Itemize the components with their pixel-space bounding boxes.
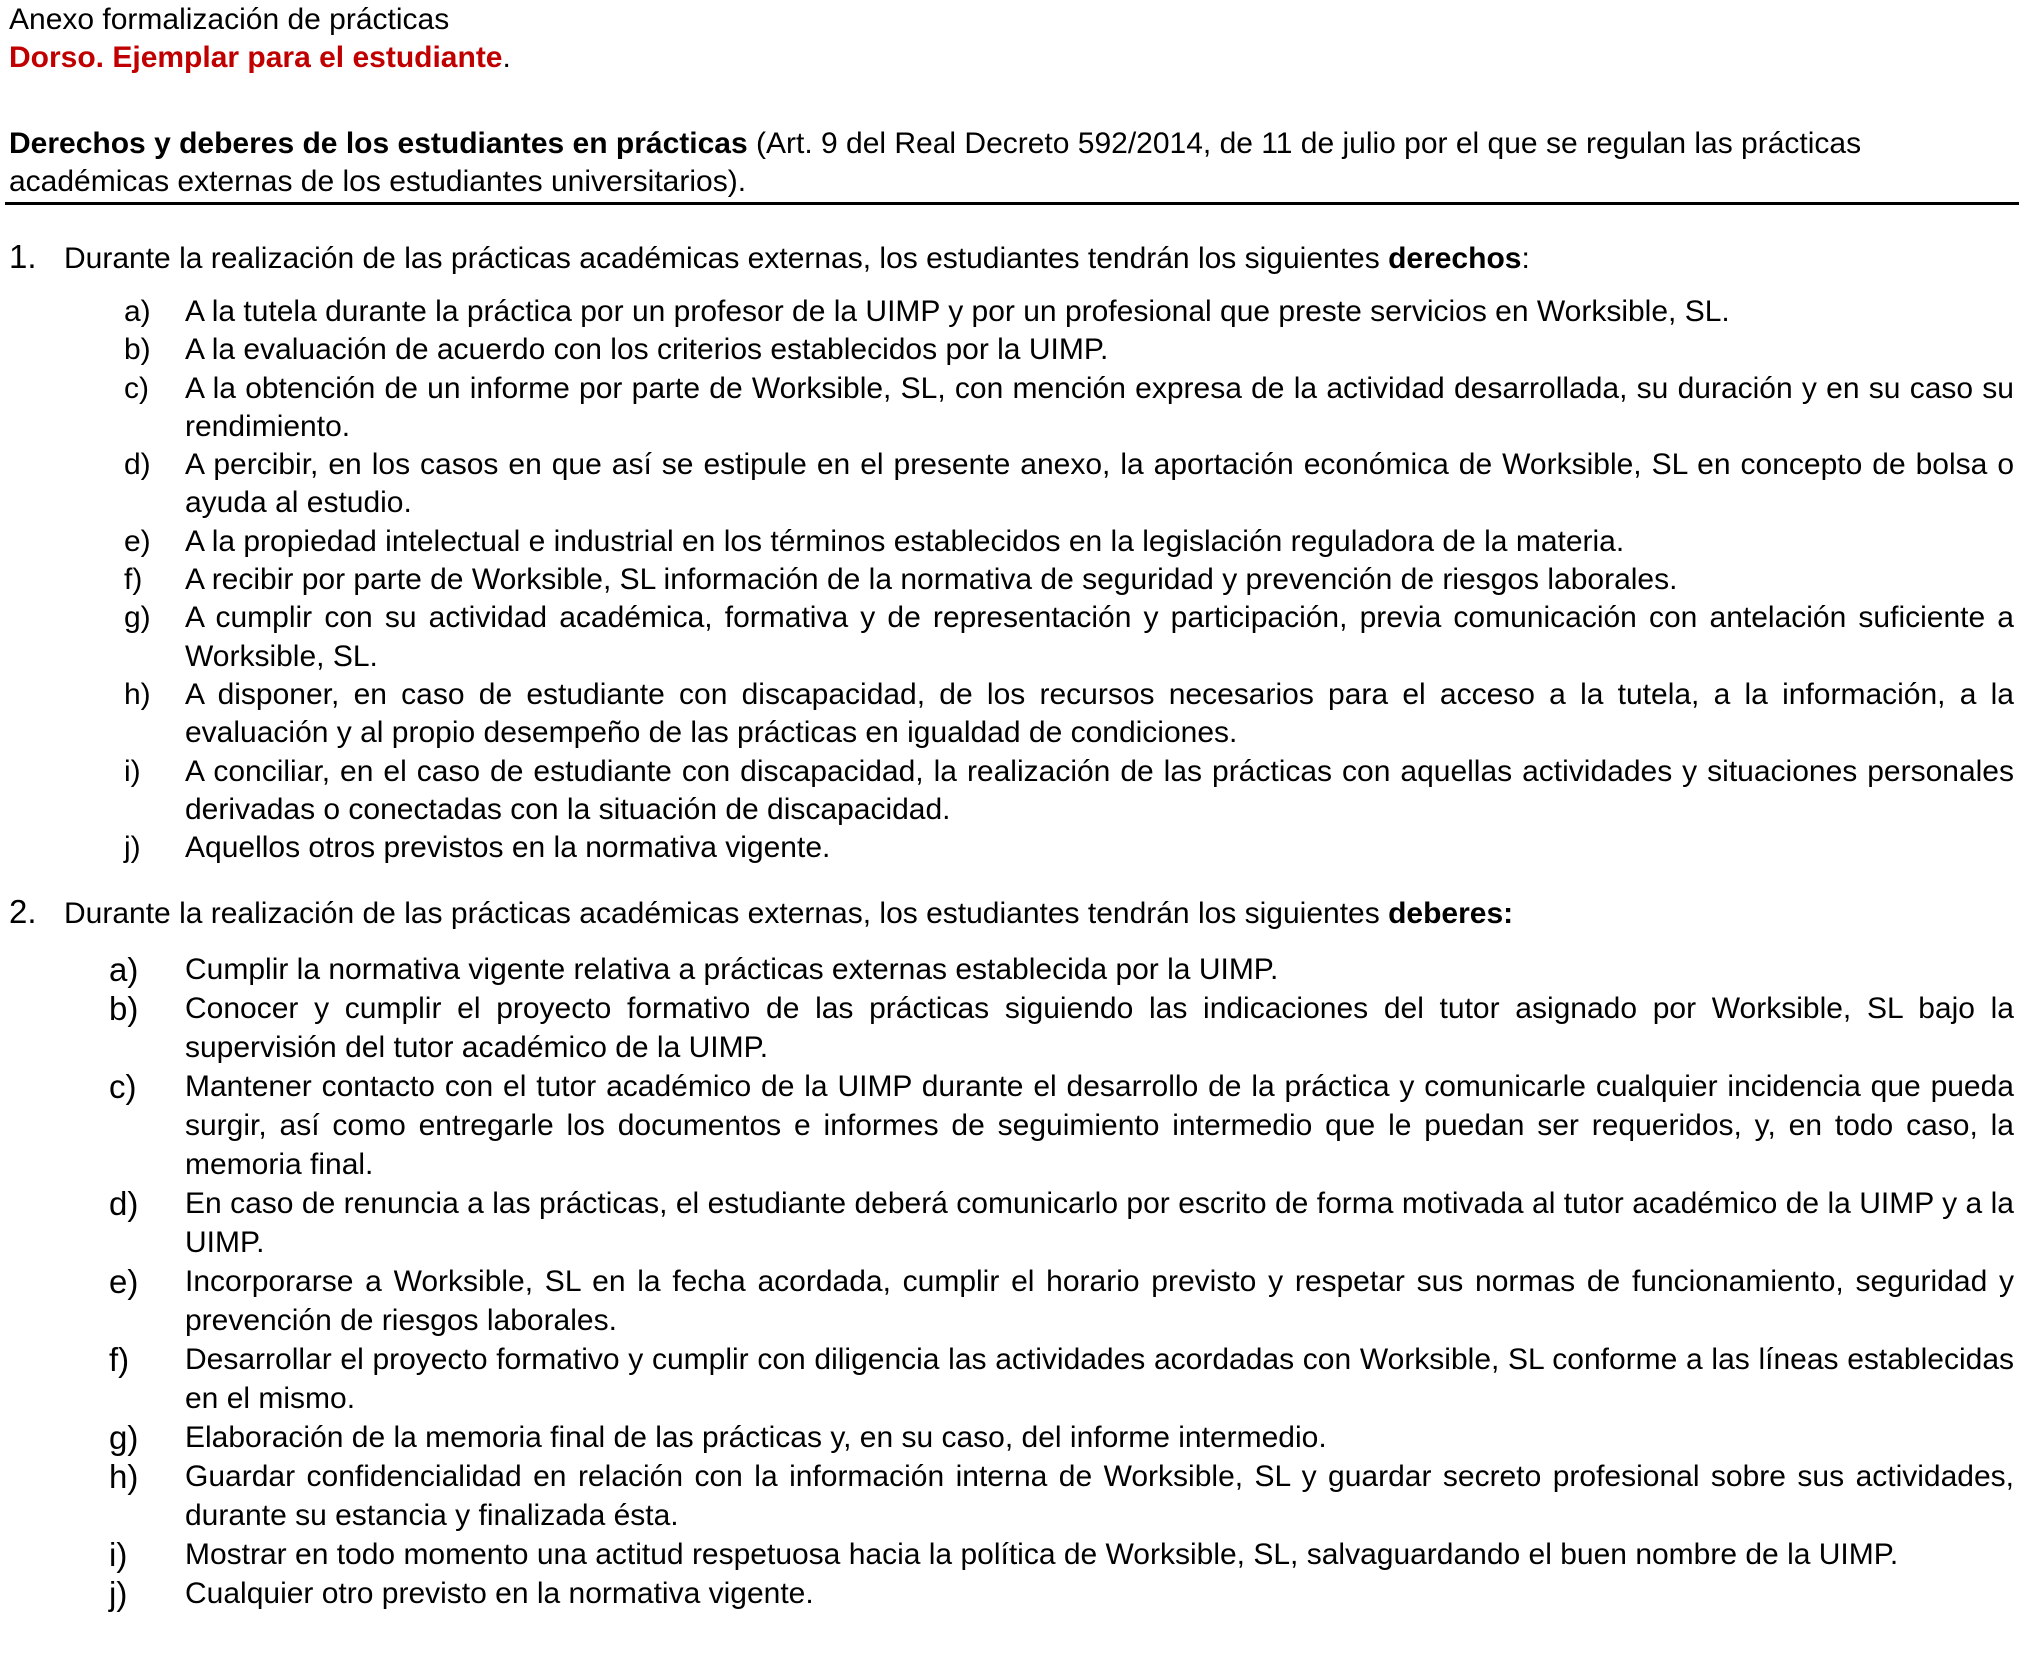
duties-item-letter: g) <box>109 1419 139 1456</box>
rights-item-letter: c) <box>124 371 149 405</box>
copy-label-red: Dorso. Ejemplar para el estudiante <box>9 41 503 74</box>
rights-item-letter: h) <box>124 677 151 711</box>
section-1-heading <box>9 238 1530 278</box>
rights-item-text: A la propiedad intelectual e industrial en los términos establecidos en la legislación reguladora de la materia. <box>185 524 1625 558</box>
rights-item <box>9 753 2014 830</box>
duties-item-letter: d) <box>109 1185 139 1222</box>
duties-item-text: Guardar confidencialidad en relación con la información interna de Worksible, SL y guardar secreto profesional sobre sus actividades, durante su estancia y finalizada ésta. <box>185 1460 2014 1532</box>
duties-item <box>9 1262 2014 1340</box>
section-2-text: Durante la realización de las prácticas académicas externas, los estudiantes tendrán los siguientes <box>64 897 1389 930</box>
section-1-keyword: derechos <box>1388 242 1522 275</box>
rights-item-letter: g) <box>124 601 151 635</box>
rights-item <box>9 523 2014 561</box>
duties-item-text: Mantener contacto con el tutor académico de la UIMP durante el desarrollo de la práctica y comunicarle cualquier incidencia que pueda surgir, así como entregarle los documentos e informes de seguimiento intermedio que le puedan ser requeridos, y, en todo caso, la memoria final. <box>185 1070 2014 1181</box>
duties-item <box>9 989 2014 1067</box>
duties-item <box>9 1457 2014 1535</box>
duties-item-text: Desarrollar el proyecto formativo y cumplir con diligencia las actividades acordadas con Worksible, SL conforme a las líneas establecidas en el mismo. <box>185 1343 2014 1415</box>
section-2-heading <box>9 893 1513 933</box>
duties-item <box>9 950 2014 989</box>
duties-list <box>9 950 2014 1613</box>
rights-list <box>9 293 2014 867</box>
horizontal-rule <box>5 202 2019 205</box>
rights-item-text: A conciliar, en el caso de estudiante con discapacidad, la realización de las prácticas con aquellas actividades y situaciones personales derivadas o conectadas con la situación de discapacidad. <box>185 754 2014 826</box>
duties-item-text: Cualquier otro previsto en la normativa vigente. <box>185 1577 814 1610</box>
duties-item-text: Incorporarse a Worksible, SL en la fecha acordada, cumplir el horario previsto y respetar sus normas de funcionamiento, seguridad y prevención de riesgos laborales. <box>185 1265 2014 1337</box>
subtitle-bold: Derechos y deberes de los estudiantes en prácticas <box>9 127 748 160</box>
duties-item-letter: i) <box>109 1536 128 1573</box>
duties-item-letter: e) <box>109 1263 139 1300</box>
rights-item-text: A la evaluación de acuerdo con los criterios establecidos por la UIMP. <box>185 333 1109 367</box>
rights-item-letter: j) <box>124 831 141 865</box>
rights-item-letter: b) <box>124 333 151 367</box>
rights-item-letter: e) <box>124 524 151 558</box>
duties-item-letter: f) <box>109 1341 130 1378</box>
section-1-number: 1. <box>9 238 37 275</box>
rights-item-text: A la tutela durante la práctica por un profesor de la UIMP y por un profesional que preste servicios en Worksible, SL. <box>185 295 1730 328</box>
copy-label-period: . <box>502 41 511 74</box>
rights-item-letter: d) <box>124 448 151 482</box>
duties-item-letter: b) <box>109 990 139 1027</box>
duties-item-letter: c) <box>109 1068 137 1105</box>
section-2-keyword: deberes: <box>1388 897 1514 930</box>
rights-item-text: A percibir, en los casos en que así se estipule en el presente anexo, la aportación económica de Worksible, SL en concepto de bolsa o ayuda al estudio. <box>185 448 2014 520</box>
rights-item <box>9 829 2014 867</box>
copy-label <box>9 39 511 77</box>
rights-item <box>9 370 2014 447</box>
rights-item-letter: i) <box>124 754 141 788</box>
rights-item-text: A la obtención de un informe por parte de Worksible, SL, con mención expresa de la actividad desarrollada, su duración y en su caso su rendimiento. <box>185 371 2014 443</box>
duties-item <box>9 1067 2014 1184</box>
rights-item <box>9 599 2014 676</box>
section-1-colon: : <box>1521 242 1530 275</box>
duties-item-text: En caso de renuncia a las prácticas, el estudiante deberá comunicarlo por escrito de forma motivada al tutor académico de la UIMP y a la UIMP. <box>185 1187 2014 1259</box>
section-1-text: Durante la realización de las prácticas académicas externas, los estudiantes tendrán los siguientes <box>64 242 1389 275</box>
rights-item <box>9 331 2014 369</box>
rights-item <box>9 676 2014 753</box>
duties-item <box>9 1574 2014 1613</box>
duties-item-letter: a) <box>109 951 139 988</box>
section-subtitle <box>9 125 2009 201</box>
duties-item-text: Conocer y cumplir el proyecto formativo de las prácticas siguiendo las indicaciones del tutor asignado por Worksible, SL bajo la supervisión del tutor académico de la UIMP. <box>185 992 2014 1064</box>
rights-item-text: A cumplir con su actividad académica, formativa y de representación y participación, previa comunicación con antelación suficiente a Worksible, SL. <box>185 601 2014 673</box>
rights-item <box>9 293 2014 331</box>
duties-item <box>9 1184 2014 1262</box>
rights-item-text: A recibir por parte de Worksible, SL información de la normativa de seguridad y prevención de riesgos laborales. <box>185 563 1678 597</box>
section-2-number: 2. <box>9 893 37 930</box>
duties-item-letter: h) <box>109 1458 139 1495</box>
rights-item-text: A disponer, en caso de estudiante con discapacidad, de los recursos necesarios para el acceso a la tutela, a la información, a la evaluación y al propio desempeño de las prácticas en igualdad de condiciones. <box>185 677 2014 750</box>
duties-item <box>9 1340 2014 1418</box>
duties-item <box>9 1535 2014 1574</box>
subtitle-normal: (Art. 9 del Real Decreto 592/2014, de 11 de julio por el que se regulan las prácticas académicas externas de los estudiantes universitarios). <box>9 127 1862 198</box>
rights-item <box>9 561 2014 599</box>
document-header <box>9 1 511 77</box>
rights-item-letter: f) <box>124 563 143 597</box>
duties-item-text: Elaboración de la memoria final de las prácticas y, en su caso, del informe intermedio. <box>185 1421 1327 1454</box>
duties-item-text: Mostrar en todo momento una actitud respetuosa hacia la política de Worksible, SL, salvaguardando el buen nombre de la UIMP. <box>185 1538 1899 1571</box>
rights-item-text: Aquellos otros previstos en la normativa vigente. <box>185 831 831 865</box>
duties-item-letter: j) <box>109 1575 128 1612</box>
doc-title: Anexo formalización de prácticas <box>9 3 450 36</box>
duties-item <box>9 1418 2014 1457</box>
duties-item-text: Cumplir la normativa vigente relativa a prácticas externas establecida por la UIMP. <box>185 953 1279 986</box>
rights-item-letter: a) <box>124 295 151 328</box>
rights-item <box>9 446 2014 523</box>
